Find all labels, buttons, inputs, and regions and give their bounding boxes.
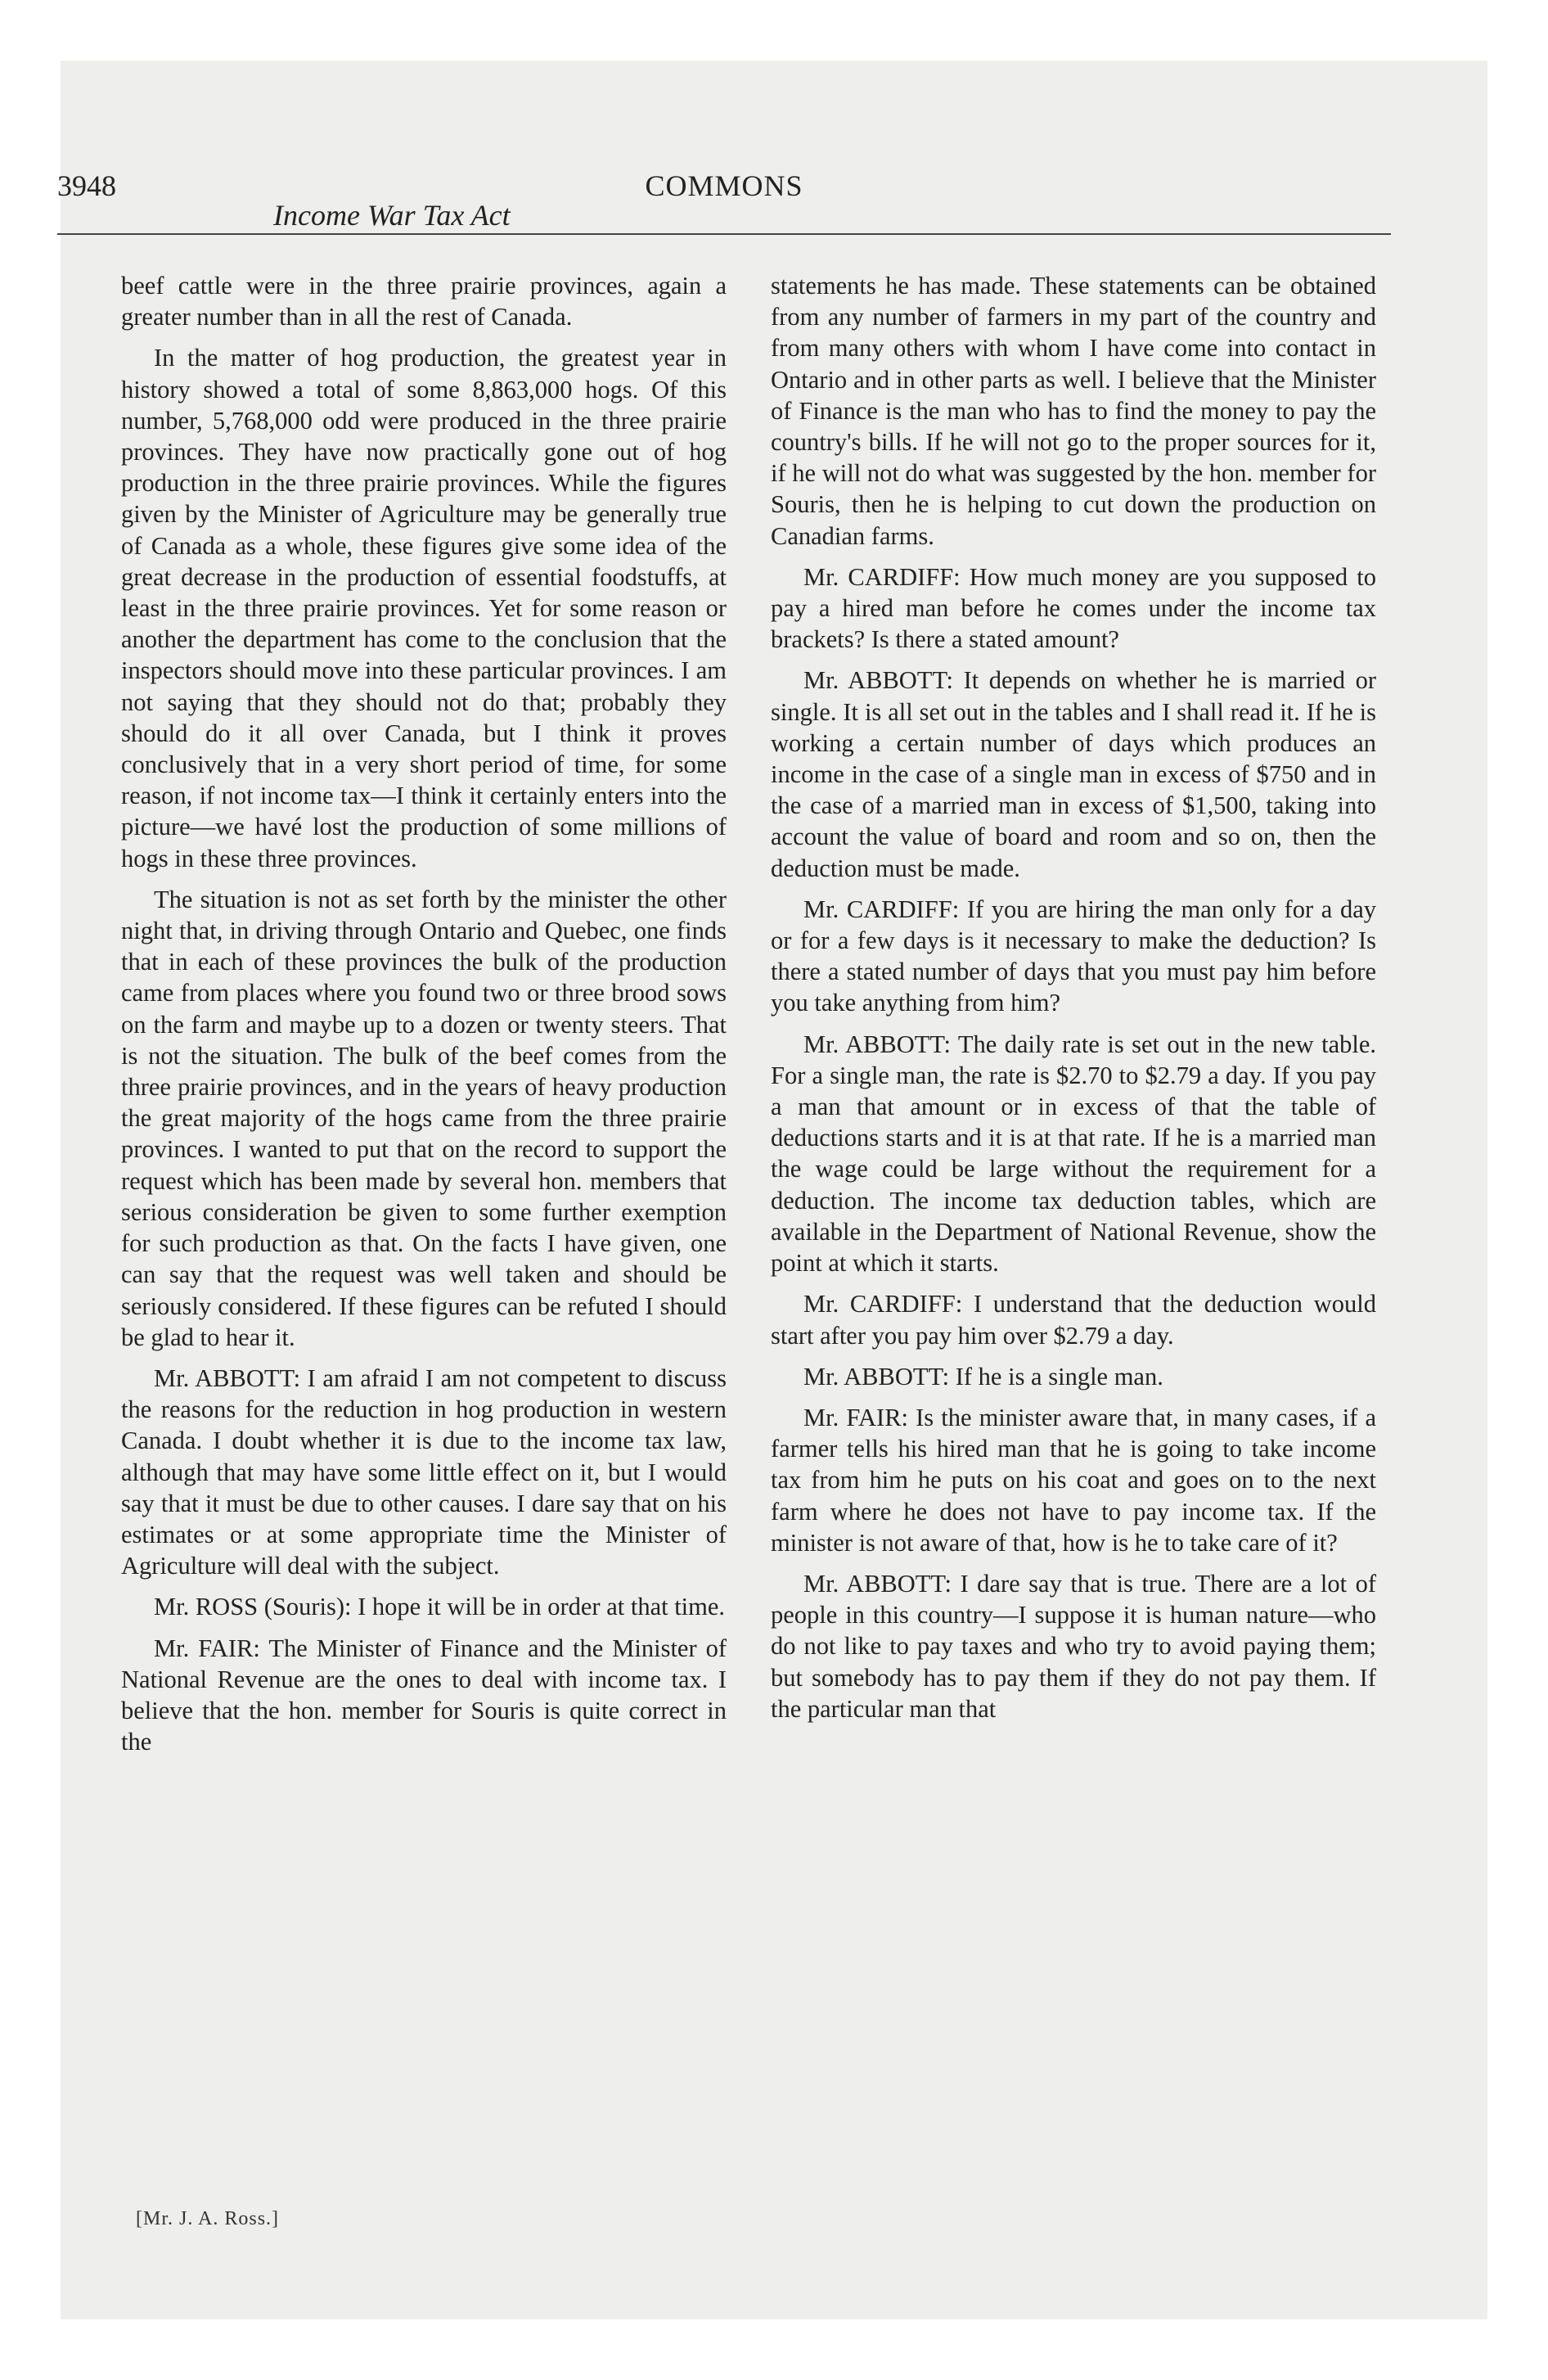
- paragraph: Mr. CARDIFF: How much money are you supposed to pay a hired man before he comes under the income tax brackets? Is there a stated amount?: [771, 562, 1376, 654]
- paragraph: The situation is not as set forth by the minister the other night that, in driving through Ontario and Quebec, one finds that in each of these provinces the bulk of the production came from places where you found two or three brood sows on the farm and maybe up to a dozen or twenty steers. That is not the situation. The bulk of the beef comes from the three prairie provinces, and in the years of heavy production the great majority of the hogs came from the three prairie provinces. I wanted to put that on the record to support the request which has been made by several hon. members that serious consideration be given to some further exemption for such production as that. On the facts I have given, one can say that the request was well taken and should be seriously considered. If these figures can be refuted I should be glad to hear it.: [121, 885, 727, 1351]
- paragraph: Mr. ABBOTT: The daily rate is set out in the new table. For a single man, the rate is $2.70 to $2.79 a day. If you pay a man that amount or in excess of that the table of deductions starts and it is at that rate. If he is a married man the wage could be large without the requirement for a deduction. The income tax deduction tables, which are available in the Department of National Revenue, show the point at which it starts.: [771, 1030, 1376, 1278]
- paragraph: Mr. FAIR: Is the minister aware that, in many cases, if a farmer tells his hired man that he is going to take income tax from him he puts on his coat and goes on to the next farm where he does not have to pay income tax. If the minister is not aware of that, how is he to take care of it?: [771, 1403, 1376, 1557]
- running-title: COMMONS: [645, 169, 803, 202]
- paragraph: beef cattle were in the three prairie provinces, again a greater number than in all the rest of Canada.: [121, 272, 727, 331]
- speaker-footnote: [Mr. J. A. Ross.]: [136, 2208, 280, 2229]
- page-header: [57, 98, 1391, 232]
- header-rule: [57, 233, 1391, 235]
- paragraph: Mr. FAIR: The Minister of Finance and the Minister of National Revenue are the ones to deal with income tax. I believe that the hon. member for Souris is quite correct in the: [121, 1634, 727, 1756]
- paragraph: Mr. ABBOTT: It depends on whether he is married or single. It is all set out in the tables and I shall read it. If he is working a certain number of days which produces an income in the case of a single man in excess of $750 and in the case of a married man in excess of $1,500, taking into account the value of board and room and so on, then the deduction must be made.: [771, 666, 1376, 882]
- paragraph: In the matter of hog production, the greatest year in history showed a total of some 8,863,000 hogs. Of this number, 5,768,000 odd were produced in the three prairie provinces. They have now practically gone out of hog production in the three prairie provinces. While the figures given by the Minister of Agriculture may be generally true of Canada as a whole, these figures give some idea of the great decrease in the production of essential foodstuffs, at least in the three prairie provinces. Yet for some reason or another the department has come to the conclusion that the inspectors should move into these particular provinces. I am not saying that they should not do that; probably they should do it all over Canada, but I think it proves conclusively that in a very short period of time, for some reason, if not income tax—I think it certainly enters into the picture—we havé lost the production of some millions of hogs in these three provinces.: [121, 344, 727, 872]
- section-title: Income War Tax Act: [273, 199, 511, 232]
- right-column: [771, 270, 1376, 1734]
- paragraph: Mr. ABBOTT: I am afraid I am not competent to discuss the reasons for the reduction in hog production in western Canada. I doubt whether it is due to the income tax law, although that may have some little effect on it, but I would say that it must be due to other causes. I dare say that on his estimates or at some appropriate time the Minister of Agriculture will deal with the subject.: [121, 1364, 727, 1580]
- page-number: 3948: [57, 169, 116, 202]
- left-column: [121, 270, 727, 1767]
- paragraph: Mr. CARDIFF: I understand that the deduction would start after you pay him over $2.79 a day.: [771, 1290, 1376, 1350]
- paragraph: statements he has made. These statements can be obtained from any number of farmers in my part of the country and from many others with whom I have come into contact in Ontario and in other parts as well. I believe that the Minister of Finance is the man who has to find the money to pay the country's bills. If he will not go to the proper sources for it, if he will not do what was suggested by the hon. member for Souris, then he is helping to cut down the production on Canadian farms.: [771, 272, 1376, 550]
- paragraph: Mr. ROSS (Souris): I hope it will be in order at that time.: [154, 1593, 726, 1621]
- paragraph: Mr. ABBOTT: I dare say that is true. There are a lot of people in this country—I suppose it is human nature—who do not like to pay taxes and who try to avoid paying them; but somebody has to pay them if they do not pay them. If the particular man that: [771, 1569, 1376, 1723]
- paragraph: Mr. CARDIFF: If you are hiring the man only for a day or for a few days is it necessary to make the deduction? Is there a stated number of days that you must pay him before you take anything from him?: [771, 895, 1376, 1017]
- paragraph: Mr. ABBOTT: If he is a single man.: [803, 1362, 1163, 1391]
